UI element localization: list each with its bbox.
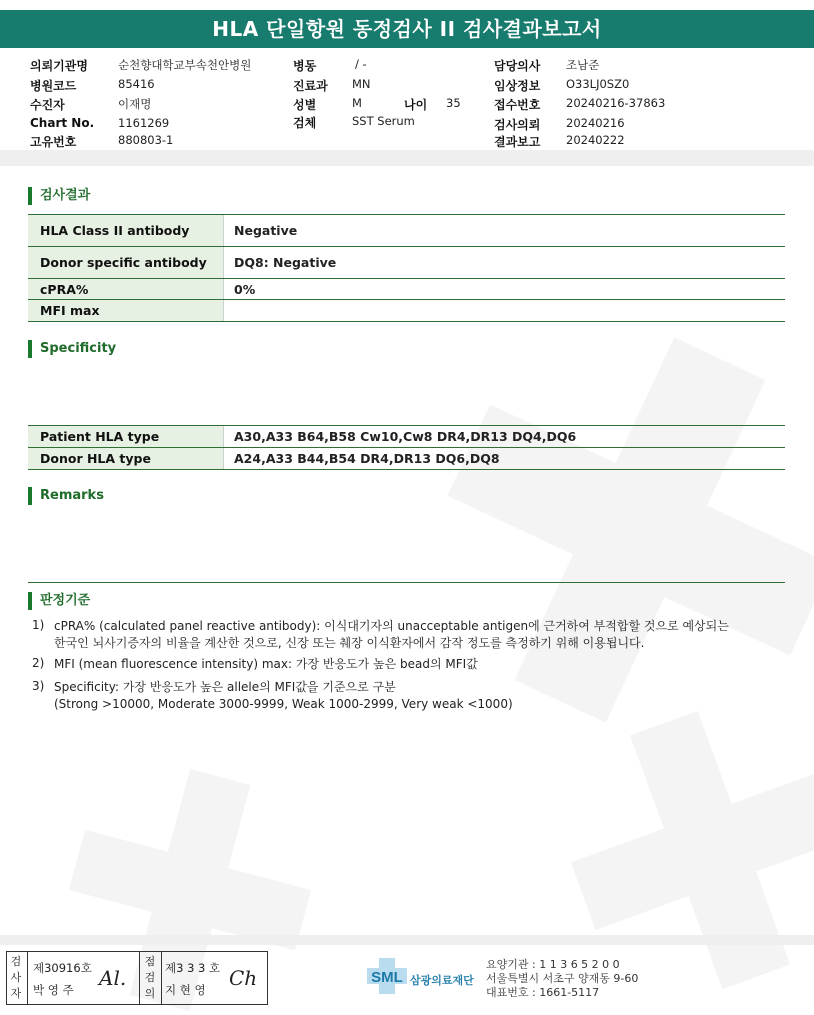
- checker-name: 지 현 영: [165, 983, 206, 997]
- patient-label: 수진자: [30, 98, 65, 112]
- watermark-cross-icon: [430, 320, 814, 740]
- foundation-name: 삼광의료재단: [410, 974, 474, 987]
- item-text: cPRA% (calculated panel reactive antibody): 이식대기자의 unacceptable antigen에 근거하여 부적합할 것으로 예상되는: [54, 619, 729, 633]
- age-label: 나이: [404, 98, 428, 112]
- table-row: [28, 300, 785, 321]
- table-row: [28, 247, 785, 279]
- watermark-cross-icon: [560, 700, 814, 1000]
- signature-box: [6, 951, 268, 1005]
- tester-license: 제30916호: [33, 961, 92, 975]
- item-text: MFI (mean fluorescence intensity) max: 가장 반응도가 높은 bead의 MFI값: [54, 657, 478, 671]
- report-title: HLA 단일항원 동정검사 II 검사결과보고서: [0, 10, 814, 48]
- row-value: Negative: [234, 223, 298, 238]
- footer-info: [486, 958, 638, 1000]
- checker-license: 제3 3 3 호: [165, 961, 221, 975]
- divider: [27, 952, 28, 1004]
- receipt-value: 20240216-37863: [566, 96, 666, 110]
- tester-signature: Al.: [99, 966, 127, 990]
- item-number: 2): [32, 656, 45, 670]
- row-label: cPRA%: [28, 279, 224, 299]
- dept-value: MN: [352, 77, 371, 91]
- specimen-label: 검체: [293, 116, 317, 130]
- age-value: 35: [446, 96, 461, 110]
- dept-label: 진료과: [293, 79, 328, 93]
- remarks-heading: Remarks: [28, 487, 104, 505]
- item-number: 1): [32, 618, 45, 632]
- hospital-code-value: 85416: [118, 77, 155, 91]
- report-value: 20240222: [566, 133, 625, 147]
- sex-label: 성별: [293, 98, 317, 112]
- criteria-heading: 판정기준: [28, 592, 90, 610]
- row-label: HLA Class II antibody: [28, 215, 224, 246]
- tester-name: 박 영 주: [33, 983, 74, 997]
- row-value: [224, 300, 785, 321]
- hospital-code-label: 병원코드: [30, 79, 77, 93]
- chart-label: Chart No.: [30, 116, 95, 130]
- specimen-value: SST Serum: [352, 114, 415, 128]
- item-text: (Strong >10000, Moderate 3000-9999, Weak 1000-2999, Very weak <1000): [54, 697, 513, 711]
- specificity-heading: Specificity: [28, 340, 116, 358]
- table-row: [28, 215, 785, 247]
- logo-text: SML: [371, 969, 403, 986]
- ward-label: 병동: [293, 59, 317, 73]
- chart-value: 1161269: [118, 116, 170, 130]
- facility-code: 요양기관 : 1 1 3 6 5 2 0 0: [486, 958, 620, 971]
- specificity-table: [28, 425, 785, 470]
- request-label: 검사의뢰: [494, 118, 541, 132]
- institution-value: 순천향대학교부속천안병원: [118, 58, 252, 72]
- sml-logo-icon: [365, 956, 409, 996]
- clinical-value: O33LJ0SZ0: [566, 77, 630, 91]
- item-number: 3): [32, 679, 45, 693]
- unique-label: 고유번호: [30, 135, 77, 149]
- receipt-label: 접수번호: [494, 98, 541, 112]
- row-value: A24,A33 B44,B54 DR4,DR13 DQ6,DQ8: [234, 451, 500, 466]
- report-label: 결과보고: [494, 135, 541, 149]
- doctor-value: 조남준: [566, 58, 600, 72]
- doctor-label: 담당의사: [494, 59, 541, 73]
- clinical-label: 임상정보: [494, 79, 541, 93]
- request-value: 20240216: [566, 116, 625, 130]
- sex-value: M: [352, 96, 362, 110]
- row-label: Donor HLA type: [28, 448, 224, 469]
- checker-label: 점검의: [144, 955, 156, 1000]
- row-label: Donor specific antibody: [28, 247, 224, 278]
- results-table: [28, 214, 785, 322]
- checker-signature: Ch: [229, 966, 258, 990]
- table-row: [28, 279, 785, 300]
- ward-value: / -: [355, 57, 367, 71]
- divider: [161, 952, 162, 1004]
- tester-label: 검사자: [10, 955, 22, 1000]
- item-text: 한국인 뇌사기증자의 비율을 계산한 것으로, 신장 또는 췌장 이식환자에서 감작 정도를 측정하기 위해 이용됩니다.: [54, 636, 645, 650]
- divider: [28, 582, 785, 583]
- patient-value: 이재명: [118, 97, 152, 111]
- row-label: MFI max: [28, 300, 224, 321]
- row-value: 0%: [234, 281, 256, 297]
- address: 서울특별시 서초구 양재동 9-60: [486, 972, 639, 985]
- institution-label: 의뢰기관명: [30, 59, 88, 73]
- unique-value: 880803-1: [118, 133, 174, 147]
- footer-band: [0, 935, 814, 945]
- row-label: Patient HLA type: [28, 426, 224, 447]
- table-row: [28, 426, 785, 448]
- row-value: A30,A33 B64,B58 Cw10,Cw8 DR4,DR13 DQ4,DQ6: [234, 429, 577, 444]
- phone: 대표번호 : 1661-5117: [486, 986, 600, 999]
- separator-band: [0, 150, 814, 166]
- divider: [139, 952, 140, 1004]
- table-row: [28, 448, 785, 469]
- row-value: DQ8: Negative: [234, 255, 337, 270]
- item-text: Specificity: 가장 반응도가 높은 allele의 MFI값을 기준으로 구분: [54, 680, 396, 694]
- results-heading: 검사결과: [28, 187, 90, 205]
